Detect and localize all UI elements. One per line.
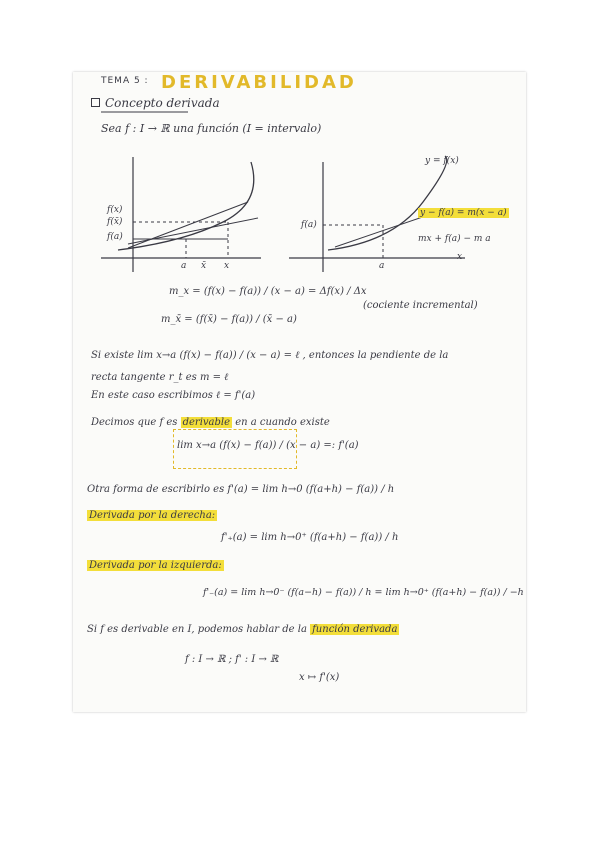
- tangent-equation-expanded: mx + f(a) − m a: [418, 234, 491, 244]
- right-derivative-eq: f'₊(a) = lim h→0⁺ (f(a+h) − f(a)) / h: [221, 532, 399, 543]
- derivable-highlight: derivable: [182, 417, 231, 428]
- graph-label-xbar: x̄: [201, 261, 207, 271]
- line-en-este: En este caso escribimos ℓ = f'(a): [91, 390, 256, 401]
- graph-label-x: x: [224, 261, 230, 271]
- decimos-pre: Decimos que f es: [91, 417, 178, 428]
- line-si-existe: Si existe lim x→a (f(x) − f(a)) / (x − a) = ℓ , entonces la pendiente de la: [91, 350, 449, 361]
- bullet-square: [91, 98, 100, 107]
- graph-b-label-fa: f(a): [301, 220, 317, 230]
- line-recta: recta tangente r_t es m = ℓ: [91, 372, 229, 383]
- decimos-post: en a cuando existe: [235, 417, 330, 428]
- line-decimos: [91, 417, 330, 428]
- line-intro: Sea f : I → ℝ una función (I = intervalo): [101, 122, 322, 135]
- si-f-pre: Si f es derivable en I, podemos hablar de la: [87, 624, 307, 635]
- section-heading: Concepto derivada: [105, 96, 220, 110]
- secant-slope: m_x = (f(x) − f(a)) / (x − a) = Δf(x) / Δx: [169, 286, 367, 297]
- graph-label-fxbar: f(x̄): [107, 217, 123, 227]
- graph-b-label-a: a: [379, 261, 385, 271]
- left-derivative-eq: f'₋(a) = lim h→0⁻ (f(a−h) − f(a)) / h = lim h→0⁺ (f(a+h) − f(a)) / −h: [203, 587, 524, 598]
- page-title: DERIVABILIDAD: [161, 72, 357, 93]
- incremental-quotient-note: (cociente incremental): [363, 300, 478, 311]
- graph-label-fx: f(x): [107, 205, 123, 215]
- graph-label-fa: f(a): [107, 232, 123, 242]
- left-derivative-heading: Derivada por la izquierda:: [89, 560, 222, 571]
- secant-slope-xbar: m_x̄ = (f(x̄) − f(a)) / (x̄ − a): [161, 314, 297, 325]
- graph-b-label-x: x: [457, 252, 463, 262]
- tema-label: TEMA 5 :: [101, 76, 149, 86]
- funcion-derivada-highlight: función derivada: [312, 624, 398, 635]
- final-line-1: f : I → ℝ ; f' : I → ℝ: [185, 654, 279, 665]
- line-si-f: [87, 624, 399, 635]
- line-otra-forma: Otra forma de escribirlo es f'(a) = lim h→0 (f(a+h) − f(a)) / h: [87, 484, 395, 495]
- limit-definition: lim x→a (f(x) − f(a)) / (x − a) =: f'(a): [177, 440, 359, 451]
- right-derivative-heading: Derivada por la derecha:: [89, 510, 216, 521]
- notebook-page: [73, 72, 526, 712]
- graph-label-a: a: [181, 261, 187, 271]
- tangent-equation: y − f(a) = m(x − a): [420, 208, 507, 218]
- final-line-2: x ↦ f'(x): [299, 672, 340, 683]
- graph-curve-label: y = f(x): [425, 156, 459, 166]
